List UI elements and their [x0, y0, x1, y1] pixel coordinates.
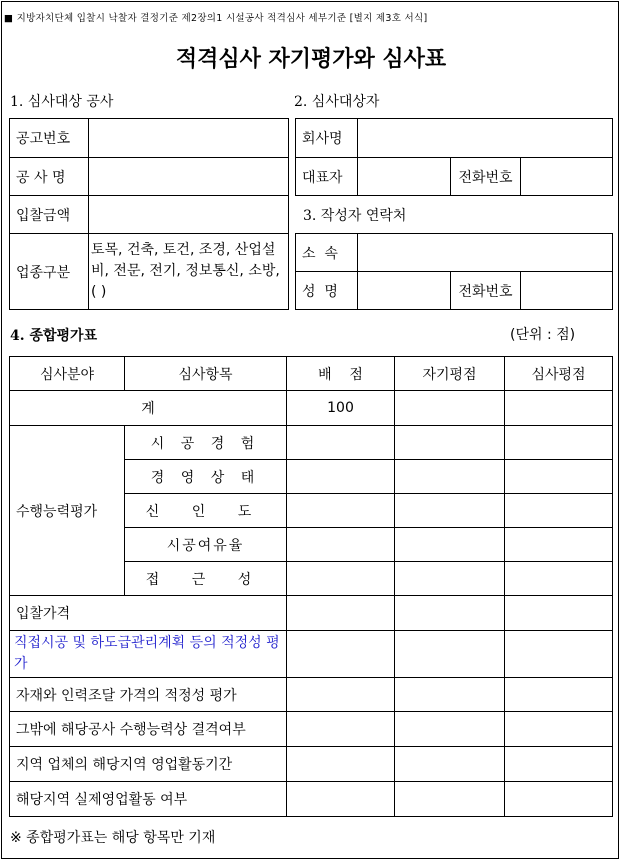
total-max-score: 100 [287, 391, 395, 426]
score-cell[interactable] [287, 426, 395, 460]
unit-note: (단위 : 점) [510, 327, 576, 343]
score-cell[interactable] [287, 747, 395, 782]
score-cell[interactable] [505, 678, 613, 712]
score-cell[interactable] [395, 494, 505, 528]
score-cell[interactable] [287, 631, 395, 678]
item-bid-price: 입찰가격 [10, 596, 287, 631]
bidder-info-table [295, 118, 613, 196]
author-name-label: 성 명 [296, 272, 358, 310]
score-cell[interactable] [287, 562, 395, 596]
score-cell[interactable] [395, 426, 505, 460]
bid-amount-label: 입찰금액 [10, 196, 89, 234]
score-cell[interactable] [505, 747, 613, 782]
department-label: 소 속 [296, 234, 358, 272]
score-cell[interactable] [505, 712, 613, 747]
col-header-review-score: 심사평점 [505, 357, 613, 391]
section3-heading: 3. 작성자 연락처 [303, 208, 407, 224]
footnote: ※ 종합평가표는 해당 항목만 기재 [10, 830, 216, 846]
score-cell[interactable] [395, 528, 505, 562]
item-management: 경 영 상 태 [125, 460, 287, 494]
company-name-field[interactable] [358, 119, 613, 158]
capability-label: 수행능력평가 [10, 426, 125, 596]
section4-heading: 4. 종합평가표 [10, 328, 98, 344]
score-cell[interactable] [287, 494, 395, 528]
industry-type-label: 업종구분 [10, 234, 89, 310]
score-cell[interactable] [287, 528, 395, 562]
col-header-field: 심사분야 [10, 357, 125, 391]
author-name-field[interactable] [358, 272, 451, 310]
score-cell[interactable] [395, 596, 505, 631]
score-cell[interactable] [395, 782, 505, 817]
author-contact-table [295, 233, 613, 310]
notice-number-field[interactable] [89, 119, 289, 158]
score-cell[interactable] [287, 596, 395, 631]
department-field[interactable] [358, 234, 613, 272]
project-name-label: 공 사 명 [10, 158, 89, 196]
page-title: 적격심사 자기평가와 심사표 [175, 46, 447, 72]
item-experience: 시 공 경 험 [125, 426, 287, 460]
col-header-self-score: 자기평점 [395, 357, 505, 391]
section2-heading: 2. 심사대상자 [294, 94, 380, 110]
project-name-field[interactable] [89, 158, 289, 196]
score-cell[interactable] [287, 678, 395, 712]
evaluation-table [9, 356, 613, 817]
score-cell[interactable] [505, 528, 613, 562]
score-cell[interactable] [395, 712, 505, 747]
item-accessibility: 접 근 성 [125, 562, 287, 596]
item-material-labor-price: 자재와 인력조달 가격의 적정성 평가 [10, 678, 287, 712]
bidder-phone-field[interactable] [521, 158, 613, 196]
item-capacity-margin: 시공여유율 [125, 528, 287, 562]
ceo-field[interactable] [358, 158, 451, 196]
project-info-table [9, 118, 289, 310]
bidder-phone-label: 전화번호 [451, 158, 521, 196]
author-phone-label: 전화번호 [451, 272, 521, 310]
col-header-item: 심사항목 [125, 357, 287, 391]
industry-type-options[interactable]: 토목, 건축, 토건, 조경, 산업설비, 전문, 전기, 정보통신, 소방, ( ) [89, 234, 289, 310]
item-credibility: 신 인 도 [125, 494, 287, 528]
form-reference-header: ■ 지방자치단체 입찰시 낙찰자 결정기준 제2장의1 시설공사 적격심사 세부기준 [별지 제3호 서식] [4, 13, 428, 24]
ceo-label: 대표자 [296, 158, 358, 196]
col-header-max-score: 배 점 [287, 357, 395, 391]
score-cell[interactable] [505, 782, 613, 817]
score-cell[interactable] [505, 426, 613, 460]
total-label: 계 [10, 391, 287, 426]
total-review-score[interactable] [505, 391, 613, 426]
score-cell[interactable] [287, 782, 395, 817]
author-phone-field[interactable] [521, 272, 613, 310]
item-disqualification: 그밖에 해당공사 수행능력상 결격여부 [10, 712, 287, 747]
score-cell[interactable] [505, 596, 613, 631]
item-direct-construction-plan: 직접시공 및 하도급관리계획 등의 적정성 평가 [10, 631, 287, 678]
total-self-score[interactable] [395, 391, 505, 426]
score-cell[interactable] [505, 494, 613, 528]
score-cell[interactable] [505, 460, 613, 494]
score-cell[interactable] [505, 562, 613, 596]
notice-number-label: 공고번호 [10, 119, 89, 158]
score-cell[interactable] [287, 460, 395, 494]
section1-heading: 1. 심사대상 공사 [10, 94, 114, 110]
score-cell[interactable] [505, 631, 613, 678]
bid-amount-field[interactable] [89, 196, 289, 234]
company-name-label: 회사명 [296, 119, 358, 158]
score-cell[interactable] [395, 747, 505, 782]
score-cell[interactable] [395, 678, 505, 712]
item-local-actual-business: 해당지역 실제영업활동 여부 [10, 782, 287, 817]
score-cell[interactable] [395, 631, 505, 678]
score-cell[interactable] [395, 460, 505, 494]
item-local-business-period: 지역 업체의 해당지역 영업활동기간 [10, 747, 287, 782]
score-cell[interactable] [395, 562, 505, 596]
score-cell[interactable] [287, 712, 395, 747]
